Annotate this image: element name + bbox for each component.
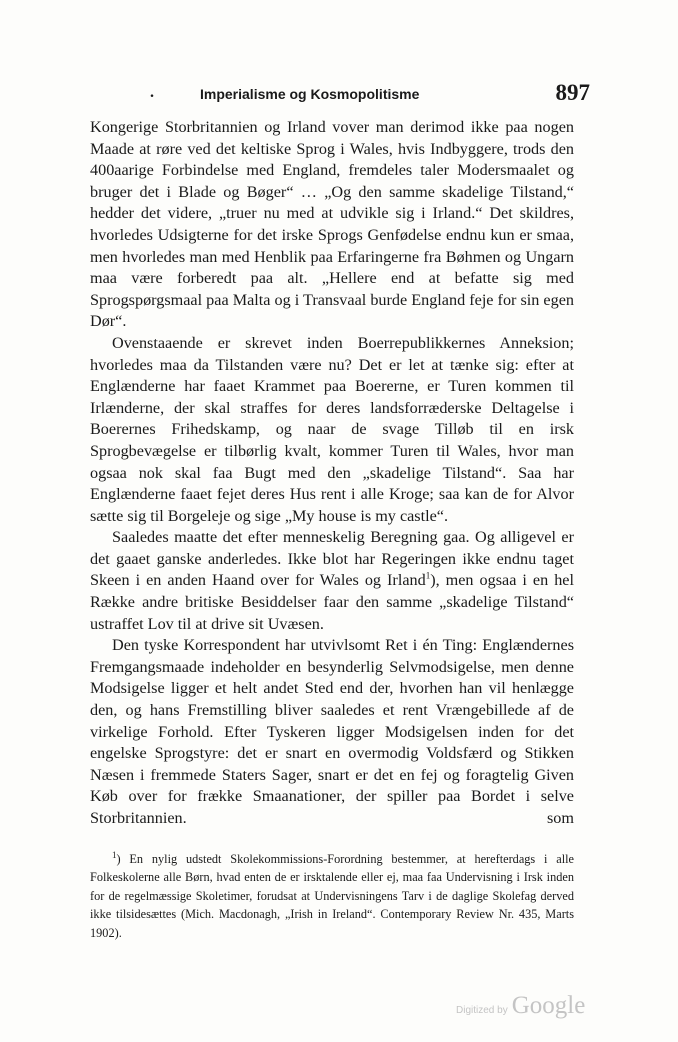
footnote — [90, 850, 574, 942]
watermark-logo: Google — [511, 992, 586, 1019]
paragraph-4: Den tyske Korrespondent har utvivlsomt Ret i én Ting: Englændernes Fremgangsmaade indeholder en besynderlig Selvmodsigelse, men denne Modsigelse ligger et helt andet Sted end der, hvorhen han vil henlægge den, og hans Fremstilling bliver saaledes et rent Vrængebillede af de virkelige Forhold. Efter Tyskeren ligger Modsigelsen inden for det engelske Sprogstyre: det er snart en overmodig Voldsfærd og Stikken Næsen i fremmede Staters Sager, snart er det en fej og foragtelig Given Køb over for frække Smaanationer, der spiller paa Bordet i selve Storbritannien. som — [90, 636, 574, 827]
paragraph-3-part-2: ), men ogsaa i en hel Række andre britiske Besiddelser faar den samme „skadelige Tilstand“ ustraffet Lov til at drive sit Uvæsen. — [90, 571, 574, 633]
paragraph-3 — [90, 527, 574, 635]
running-title: Imperialisme og Kosmopolitisme — [200, 86, 420, 102]
header-bullet: . — [150, 84, 154, 101]
footnote-body: ) En nylig udstedt Skolekommissions-Forordning bestemmer, at herefterdags i alle Folkeskolerne alle Børn, hvad enten de er irsktalende eller ej, maa faa Undervisning i Irsk inden for de regelmæssige Skoletimer, forudsat at Undervisningens Tarv i de daglige Skolefag derved ikke tilsidesættes (Mich. Macdonagh, „Irish in Ireland“. Contemporary Review Nr. 435, Marts 1902). — [90, 852, 574, 940]
footnote-text — [90, 850, 574, 942]
body-text — [90, 117, 574, 830]
footnote-reference: 1 — [425, 571, 431, 582]
page-number: 897 — [555, 80, 590, 105]
paragraph-1: Kongerige Storbritannien og Irland vover man derimod ikke paa nogen Maade at røre ved det keltiske Sprog i Wales, hvis Indbyggere, trods den 400aarige Forbindelse med England, fremdeles taler Modersmaalet og bruger det i Blade og Bøger“ … „Og den samme skadelige Tilstand,“ hedder det videre, „truer nu med at udvikle sig i Irland.“ Det skildres, hvorledes Udsigterne for det irske Sprogs Genfødelse endnu kun er smaa, men hvorledes man med Henblik paa Erfaringerne fra Bøhmen og Ungarn maa være forberedt paa alt. „Hellere end at befatte sig med Sprogspørgsmaal paa Malta og i Transvaal burde England feje for sin egen Dør“. — [90, 118, 574, 331]
watermark-small: Digitized by — [456, 1005, 508, 1016]
running-header — [90, 80, 590, 110]
digitized-watermark — [456, 992, 585, 1020]
paragraph-3-part-1: Saaledes maatte det efter menneskelig Beregning gaa. Og alligevel er det gaaet ganske anderledes. Ikke blot har Regeringen ikke endnu taget Skeen i en anden Haand over for Wales og Irland — [90, 528, 574, 590]
paragraph-2: Ovenstaaende er skrevet inden Boerrepublikkernes Anneksion; hvorledes maa da Tilstanden være nu? Det er let at tænke sig: efter at Englænderne har faaet Krammet paa Boererne, er Turen kommen til Irlænderne, der skal straffes for deres landsforræderske Deltagelse i Boerernes Frihedskamp, og naar de svage Tilløb til en irsk Sprogbevægelse er tilbørlig kvalt, kommer Turen til Wales, hvor man ogsaa nok skal faa Bugt med den „skadelige Tilstand“. Saa har Englænderne faaet fejet deres Hus rent i alle Kroge; saa kan de for Alvor sætte sig til Borgeleje og sige „My house is my castle“. — [90, 333, 574, 525]
footnote-marker: 1 — [112, 849, 117, 860]
